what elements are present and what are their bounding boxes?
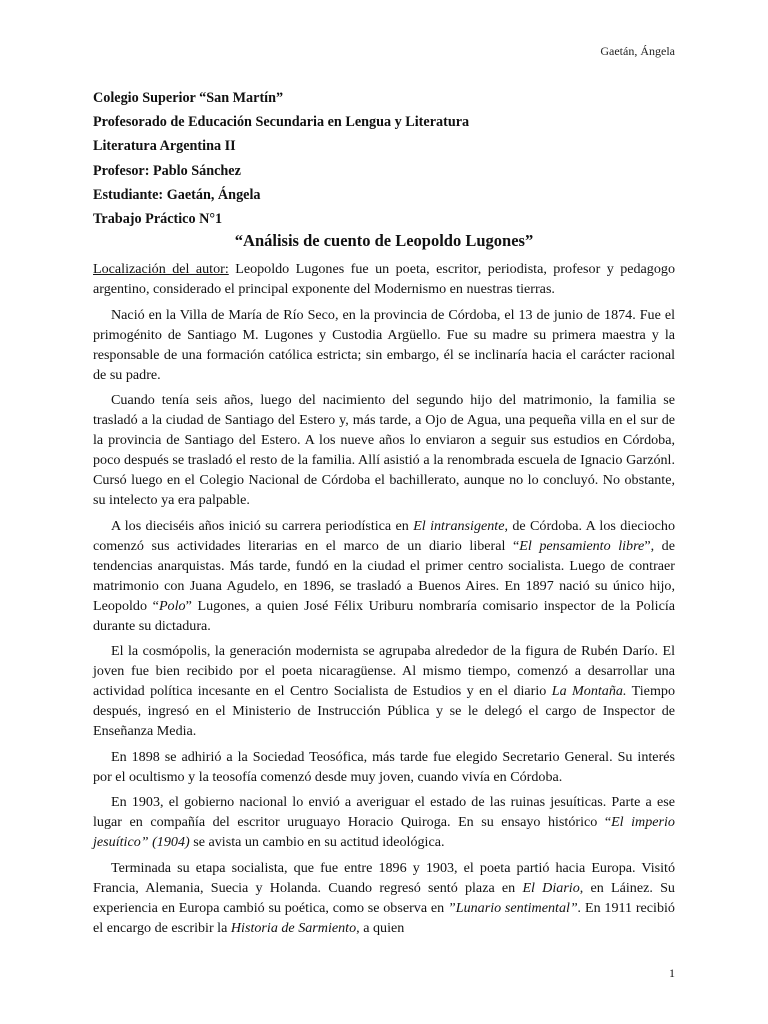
- text-run: , en Láinez. Su experiencia en Europa cambió su poética, como se observa en: [93, 879, 675, 916]
- document-heading: [93, 86, 675, 231]
- text-run: El la cosmópolis, la generación modernista se agrupaba alrededor de la figura de Rubén Darío. El joven fue bien recibido por el poeta nicaragüense. Al mismo tiempo, comenzó a desarrollar una actividad política incesante en el Centro Socialista de Estudios y en el diario: [93, 643, 675, 699]
- italic-run: El pensamiento libre: [519, 537, 645, 554]
- section-label: Localización del autor:: [93, 261, 229, 277]
- text-run: ”, de tendencias anarquistas. Más tarde, fundó en la ciudad el primer centro socialista. Luego de contraer matrimonio con Juana Agudelo, en 1896, se trasladó a Buenos Aires. En 1897 nació su único hijo, Leopoldo “: [93, 537, 675, 614]
- running-header: Gaetán, Ángela: [600, 44, 675, 58]
- paragraph-cosmopolis: [93, 641, 675, 741]
- text-run: , a quien: [356, 919, 405, 936]
- paragraph-author-location: [93, 259, 675, 299]
- text-run: Terminada su etapa socialista, que fue entre 1896 y 1903, el poeta partió hacia Europa. Visitó Francia, Alemania, Suecia y Holanda. Cuando regresó sentó plaza en: [93, 859, 675, 896]
- text-run: A los dieciséis años inició su carrera periodística en: [111, 517, 414, 534]
- italic-run: El intransigente: [413, 517, 505, 534]
- italic-run: ”Lunario sentimental”.: [447, 899, 582, 916]
- italic-run: Historia de Sarmiento: [230, 919, 357, 936]
- text-run: ” Lugones, a quien José Félix Uriburu nombraría comisario inspector de la Policía durante su dictadura.: [93, 597, 675, 634]
- text-run: Tiempo después, ingresó en el Ministerio de Instrucción Pública y se le delegó el cargo de Inspector de Enseñanza Media.: [93, 683, 675, 739]
- program-line: Profesorado de Educación Secundaria en Lengua y Literatura: [93, 114, 470, 131]
- paragraph-europe: [93, 858, 675, 938]
- institution-line: Colegio Superior “San Martín”: [93, 90, 284, 106]
- document-body: [93, 259, 675, 943]
- text-run: En 1903, el gobierno nacional lo envió a averiguar el estado de las ruinas jesuíticas. Parte a ese lugar en compañía del escritor uruguayo Horacio Quiroga. En su ensayo histórico “: [93, 794, 675, 830]
- assignment-line: Trabajo Práctico N°1: [93, 211, 223, 228]
- italic-run: El Diario: [522, 879, 580, 896]
- course-line: Literatura Argentina II: [93, 138, 236, 155]
- text-run: , de Córdoba. A los dieciocho comenzó sus actividades literarias en el marco de un diario liberal “: [93, 517, 675, 554]
- italic-run: La Montaña.: [551, 683, 627, 699]
- paragraph-journalism: [93, 516, 675, 636]
- paragraph-theosophy: En 1898 se adhirió a la Sociedad Teosófica, más tarde fue elegido Secretario General. Su interés por el ocultismo y la teosofía comenzó desde muy joven, cuando vivía en Córdoba.: [93, 748, 675, 785]
- page-number: 1: [669, 966, 675, 980]
- document-title: “Análisis de cuento de Leopoldo Lugones”: [234, 231, 534, 250]
- paragraph-birth: Nació en la Villa de María de Río Seco, en la provincia de Córdoba, el 13 de junio de 1874. Fue el primogénito de Santiago M. Lugones y Custodia Argüello. Fue su madre su primera maestra y la responsable de una formación católica estricta; sin embargo, él se inclinaría hacia el carácter racional de su padre.: [93, 306, 675, 383]
- professor-line: Profesor: Pablo Sánchez: [93, 162, 241, 179]
- italic-run: El imperio jesuítico” (1904): [93, 814, 675, 850]
- paragraph-childhood: Cuando tenía seis años, luego del nacimiento del segundo hijo del matrimonio, la familia se trasladó a la ciudad de Santiago del Estero y, más tarde, a Ojo de Agua, una pequeña villa en el sur de la provincia de Santiago del Estero. A los nueve años lo enviaron a seguir sus estudios en Córdoba, poco después se trasladó el resto de la familia. Allí asistió a la renombrada escuela de Ignacio Garzónl. Cursó luego en el Colegio Nacional de Córdoba el bachillerato, aunque no lo concluyó. No obstante, su intelecto ya era palpable.: [93, 392, 675, 508]
- paragraph-jesuit-ruins: [93, 792, 675, 852]
- text-run: se avista un cambio en su actitud ideológica.: [189, 834, 445, 850]
- student-line: Estudiante: Gaetán, Ángela: [93, 186, 261, 203]
- paragraph-text: Leopoldo Lugones fue un poeta, escritor, periodista, profesor y pedagogo argentino, considerado el principal exponente del Modernismo en nuestras tierras.: [93, 261, 675, 297]
- italic-run: Polo: [158, 597, 186, 614]
- text-run: En 1911 recibió el encargo de escribir la: [93, 899, 675, 936]
